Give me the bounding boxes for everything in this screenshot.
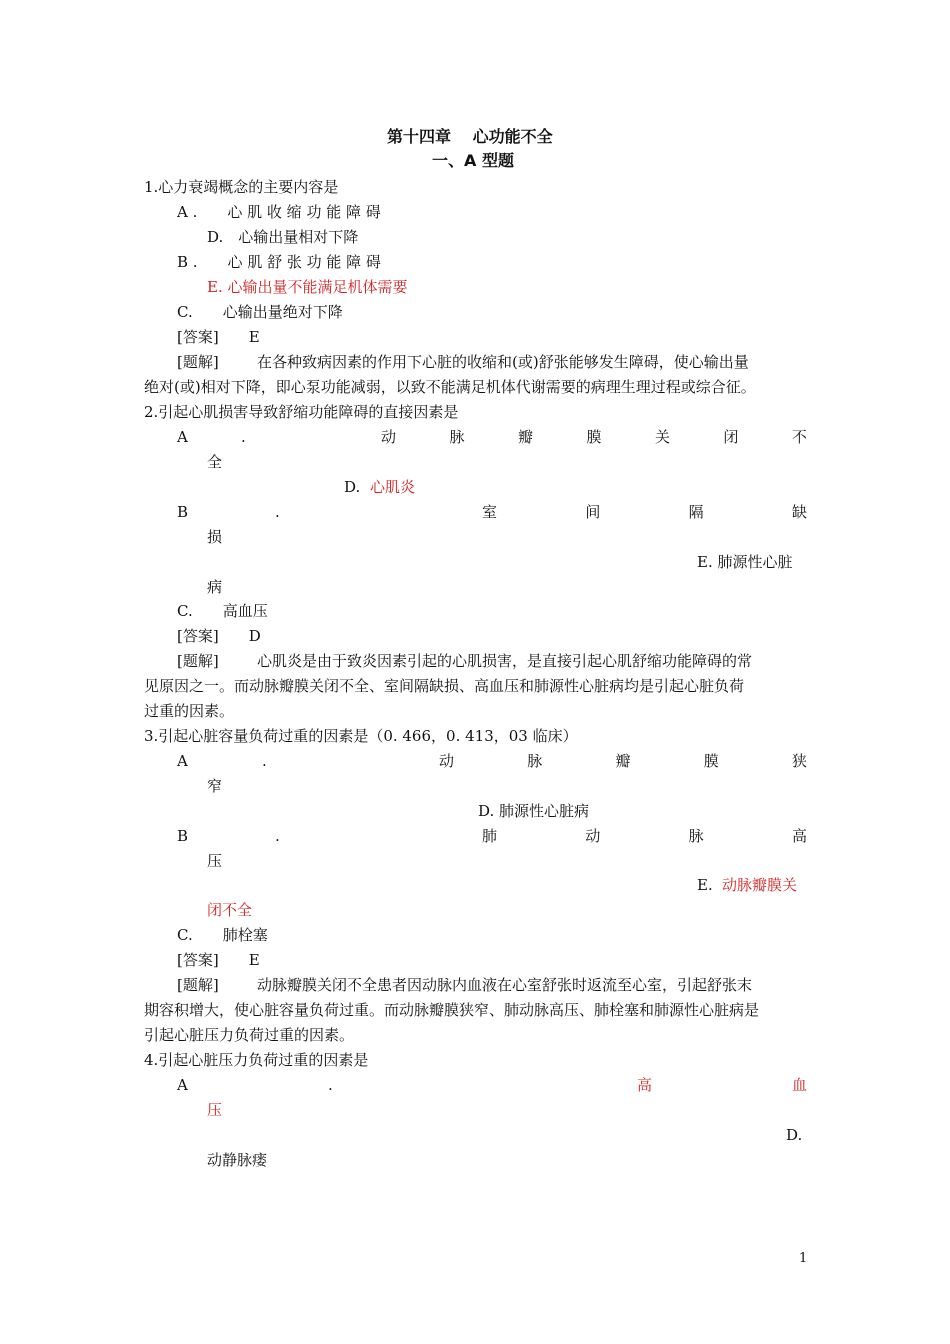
q1-option-b: B . 心 肌 舒 张 功 能 障 碍 bbox=[177, 253, 381, 271]
q2-explanation-line2: 见原因之一。而动脉瓣膜关闭不全、室间隔缺损、高血压和肺源性心脏病均是引起心脏负荷 bbox=[144, 677, 745, 695]
q4-option-d-continued: 动静脉瘘 bbox=[207, 1151, 268, 1169]
q1-option-c: C. 心输出量绝对下降 bbox=[177, 303, 343, 321]
q2-option-d-text: 心肌炎 bbox=[370, 478, 416, 496]
q1-option-d: D. 心输出量相对下降 bbox=[207, 228, 359, 246]
q2-option-a-continued: 全 bbox=[207, 453, 223, 471]
q2-option-a-dot: . bbox=[241, 428, 246, 446]
char: 关 bbox=[654, 428, 670, 446]
q3-option-b-dot: . bbox=[275, 827, 280, 845]
page-number: 1 bbox=[799, 1251, 808, 1266]
q3-explanation-label: [题解] bbox=[177, 976, 219, 994]
q3-option-b-text bbox=[482, 826, 807, 846]
q2-stem: 2.引起心肌损害导致舒缩功能障碍的直接因素是 bbox=[144, 403, 459, 421]
q3-answer: [答案] E bbox=[177, 951, 260, 969]
char: 动 bbox=[439, 752, 455, 770]
char: 狭 bbox=[791, 752, 807, 770]
q4-option-a-text bbox=[637, 1075, 807, 1095]
q1-answer: [答案] E bbox=[177, 328, 260, 346]
q3-explanation-line3: 引起心脏压力负荷过重的因素。 bbox=[144, 1026, 355, 1044]
q3-option-e-label: E. bbox=[697, 876, 713, 894]
q3-option-c: C. 肺栓塞 bbox=[177, 926, 268, 944]
q4-option-a-letter: A bbox=[177, 1076, 188, 1094]
q3-option-a-letter: A bbox=[177, 752, 188, 770]
char: 脉 bbox=[449, 428, 465, 446]
q1-explanation-label: [题解] bbox=[177, 353, 219, 371]
q2-option-c: C. 高血压 bbox=[177, 602, 268, 620]
q2-answer: [答案] D bbox=[177, 627, 261, 645]
q4-option-a-continued: 压 bbox=[207, 1101, 223, 1119]
q2-option-b-continued: 损 bbox=[207, 528, 223, 546]
q2-explanation-line1: 心肌炎是由于致炎因素引起的心肌损害，是直接引起心肌舒缩功能障碍的常 bbox=[257, 652, 753, 670]
char: 肺 bbox=[482, 827, 498, 845]
char: 不 bbox=[791, 428, 807, 446]
q2-option-d-label: D. bbox=[344, 478, 361, 496]
q3-option-a-dot: . bbox=[262, 752, 267, 770]
char: 缺 bbox=[791, 503, 807, 521]
q3-option-e-continued: 闭不全 bbox=[207, 901, 253, 919]
q3-explanation-line2: 期容积增大，使心脏容量负荷过重。而动脉瓣膜狭窄、肺动脉高压、肺栓塞和肺源性心脏病是 bbox=[144, 1001, 760, 1019]
char: 血 bbox=[791, 1076, 807, 1094]
q2-option-b-text bbox=[482, 502, 807, 522]
q2-option-e: E. 肺源性心脏 bbox=[697, 553, 793, 571]
q1-explanation-line2: 绝对(或)相对下降，即心泵功能减弱，以致不能满足机体代谢需要的病理生理过程或综合征。 bbox=[144, 378, 756, 396]
char: 间 bbox=[585, 503, 601, 521]
char: 隔 bbox=[688, 503, 704, 521]
q1-option-a: A . 心 肌 收 缩 功 能 障 碍 bbox=[177, 203, 381, 221]
q1-stem: 1.心力衰竭概念的主要内容是 bbox=[144, 178, 339, 196]
q3-option-a-text bbox=[439, 751, 807, 771]
q1-explanation-line1: 在各种致病因素的作用下心脏的收缩和(或)舒张能够发生障碍，使心输出量 bbox=[257, 353, 749, 371]
char: 脉 bbox=[688, 827, 704, 845]
q2-option-b-letter: B bbox=[177, 503, 189, 521]
q2-option-a-letter: A bbox=[177, 428, 188, 446]
q3-option-b-letter: B bbox=[177, 827, 189, 845]
char: 膜 bbox=[703, 752, 719, 770]
q2-option-e-continued: 病 bbox=[207, 578, 223, 596]
q2-explanation-label: [题解] bbox=[177, 652, 219, 670]
q3-option-e-text: 动脉瓣膜关 bbox=[722, 876, 798, 894]
q1-option-e: E. 心输出量不能满足机体需要 bbox=[207, 278, 408, 296]
q3-option-d: D. 肺源性心脏病 bbox=[478, 802, 590, 820]
q3-explanation-line1: 动脉瓣膜关闭不全患者因动脉内血液在心室舒张时返流至心室，引起舒张末 bbox=[257, 976, 753, 994]
q4-stem: 4.引起心脏压力负荷过重的因素是 bbox=[144, 1051, 369, 1069]
q2-explanation-line3: 过重的因素。 bbox=[144, 702, 235, 720]
char: 高 bbox=[637, 1076, 653, 1094]
q2-option-b-dot: . bbox=[275, 503, 280, 521]
char: 动 bbox=[585, 827, 601, 845]
char: 膜 bbox=[586, 428, 602, 446]
char: 脉 bbox=[527, 752, 543, 770]
char: 高 bbox=[791, 827, 807, 845]
chapter-title: 第十四章 心功能不全 bbox=[387, 127, 553, 146]
q3-stem: 3.引起心脏容量负荷过重的因素是（0. 466，0. 413，03 临床） bbox=[144, 727, 578, 745]
char: 动 bbox=[381, 428, 397, 446]
q2-option-a-text bbox=[381, 427, 807, 447]
q4-option-a-dot: . bbox=[328, 1076, 333, 1094]
q3-option-a-continued: 窄 bbox=[207, 777, 223, 795]
char: 闭 bbox=[723, 428, 739, 446]
q3-option-b-continued: 压 bbox=[207, 852, 223, 870]
char: 瓣 bbox=[517, 428, 533, 446]
char: 瓣 bbox=[615, 752, 631, 770]
char: 室 bbox=[482, 503, 498, 521]
q4-option-d-label: D. bbox=[786, 1126, 803, 1144]
section-title: 一、A 型题 bbox=[432, 151, 514, 170]
